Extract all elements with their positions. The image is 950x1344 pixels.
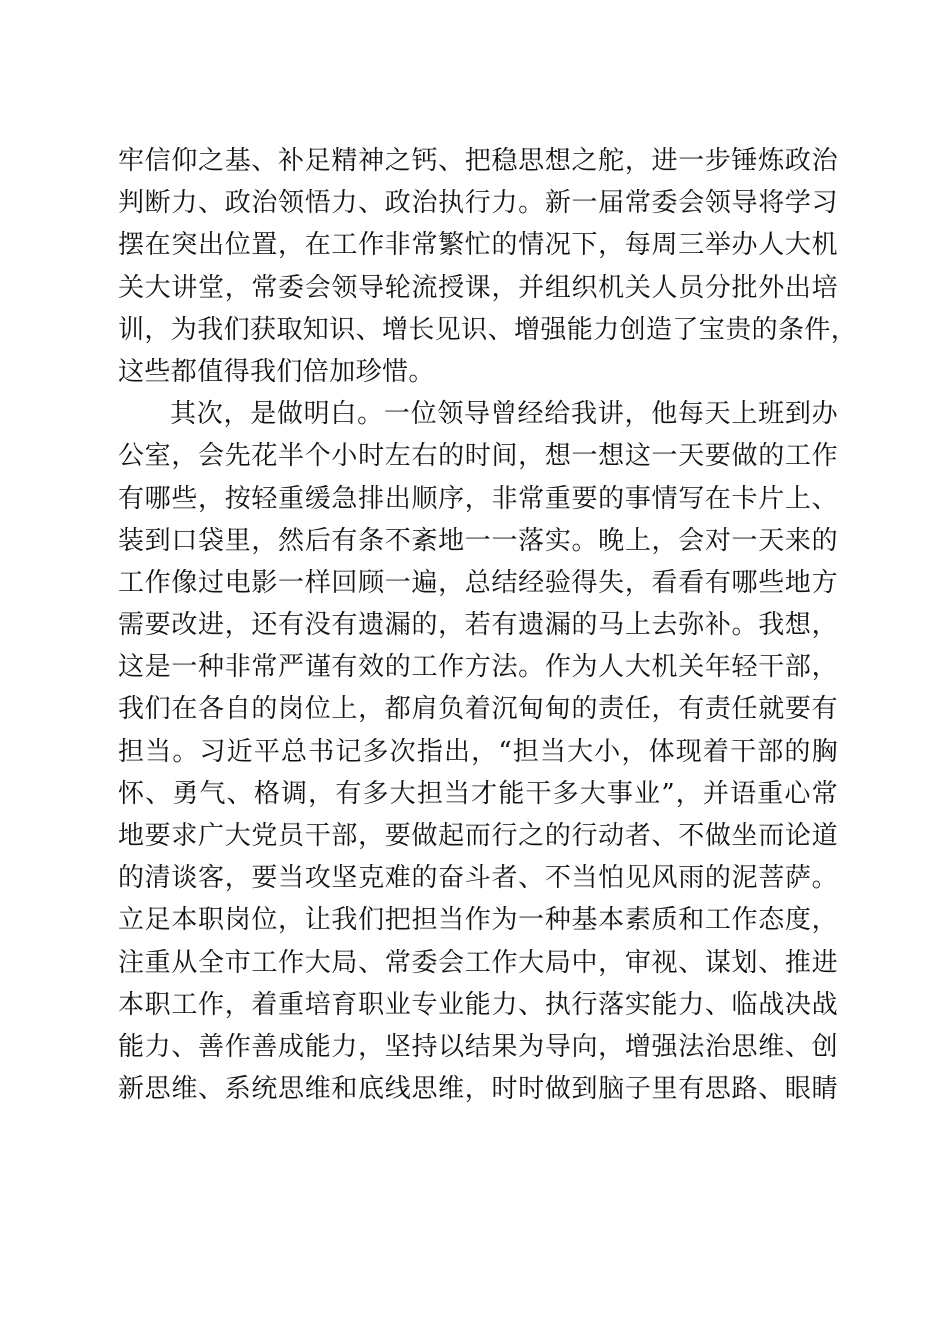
text-line: 需要改进，还有没有遗漏的，若有遗漏的马上去弥补。我想， xyxy=(118,610,838,641)
text-line: 地要求广大党员干部，要做起而行之的行动者、不做坐而论道 xyxy=(118,821,838,851)
paragraph-2 xyxy=(118,393,838,1110)
text-line: 立足本职岗位，让我们把担当作为一种基本素质和工作态度， xyxy=(118,905,838,936)
text-line: 这是一种非常严谨有效的工作方法。作为人大机关年轻干部， xyxy=(118,652,838,683)
body-text xyxy=(118,140,858,1110)
text-line: 其次，是做明白。一位领导曾经给我讲，他每天上班到办 xyxy=(170,399,838,430)
text-line: 能力、善作善成能力，坚持以结果为导向，增强法治思维、创 xyxy=(118,1031,838,1062)
text-line: 注重从全市工作大局、常委会工作大局中，审视、谋划、推进 xyxy=(118,947,838,978)
text-line: 工作像过电影一样回顾一遍，总结经验得失，看看有哪些地方 xyxy=(118,567,838,598)
text-line: 判断力、政治领悟力、政治执行力。新一届常委会领导将学习 xyxy=(118,188,838,219)
paragraph-1 xyxy=(118,140,858,393)
text-line: 的清谈客，要当攻坚克难的奋斗者、不当怕见风雨的泥菩萨。 xyxy=(118,863,838,894)
text-line: 关大讲堂，常委会领导轮流授课，并组织机关人员分批外出培 xyxy=(118,272,838,303)
text-line: 本职工作，着重培育职业专业能力、执行落实能力、临战决战 xyxy=(118,989,838,1020)
text-line: 我们在各自的岗位上，都肩负着沉甸甸的责任，有责任就要有 xyxy=(118,694,838,725)
text-line: 担当。习近平总书记多次指出，“担当大小，体现着干部的胸 xyxy=(118,736,838,767)
text-line: 有哪些，按轻重缓急排出顺序，非常重要的事情写在卡片上、 xyxy=(118,483,838,514)
text-line: 训，为我们获取知识、增长见识、增强能力创造了宝贵的条件， xyxy=(118,314,858,345)
text-line: 新思维、系统思维和底线思维，时时做到脑子里有思路、眼睛 xyxy=(118,1074,838,1105)
text-line: 装到口袋里，然后有条不紊地一一落实。晚上，会对一天来的 xyxy=(118,525,838,556)
text-line: 这些都值得我们倍加珍惜。 xyxy=(118,356,435,387)
text-line: 牢信仰之基、补足精神之钙、把稳思想之舵，进一步锤炼政治 xyxy=(118,146,838,176)
text-line: 公室，会先花半个小时左右的时间，想一想这一天要做的工作 xyxy=(118,441,838,472)
text-line: 摆在突出位置，在工作非常繁忙的情况下，每周三举办人大机 xyxy=(118,230,838,261)
text-line: 怀、勇气、格调，有多大担当才能干多大事业”，并语重心常 xyxy=(118,778,838,809)
